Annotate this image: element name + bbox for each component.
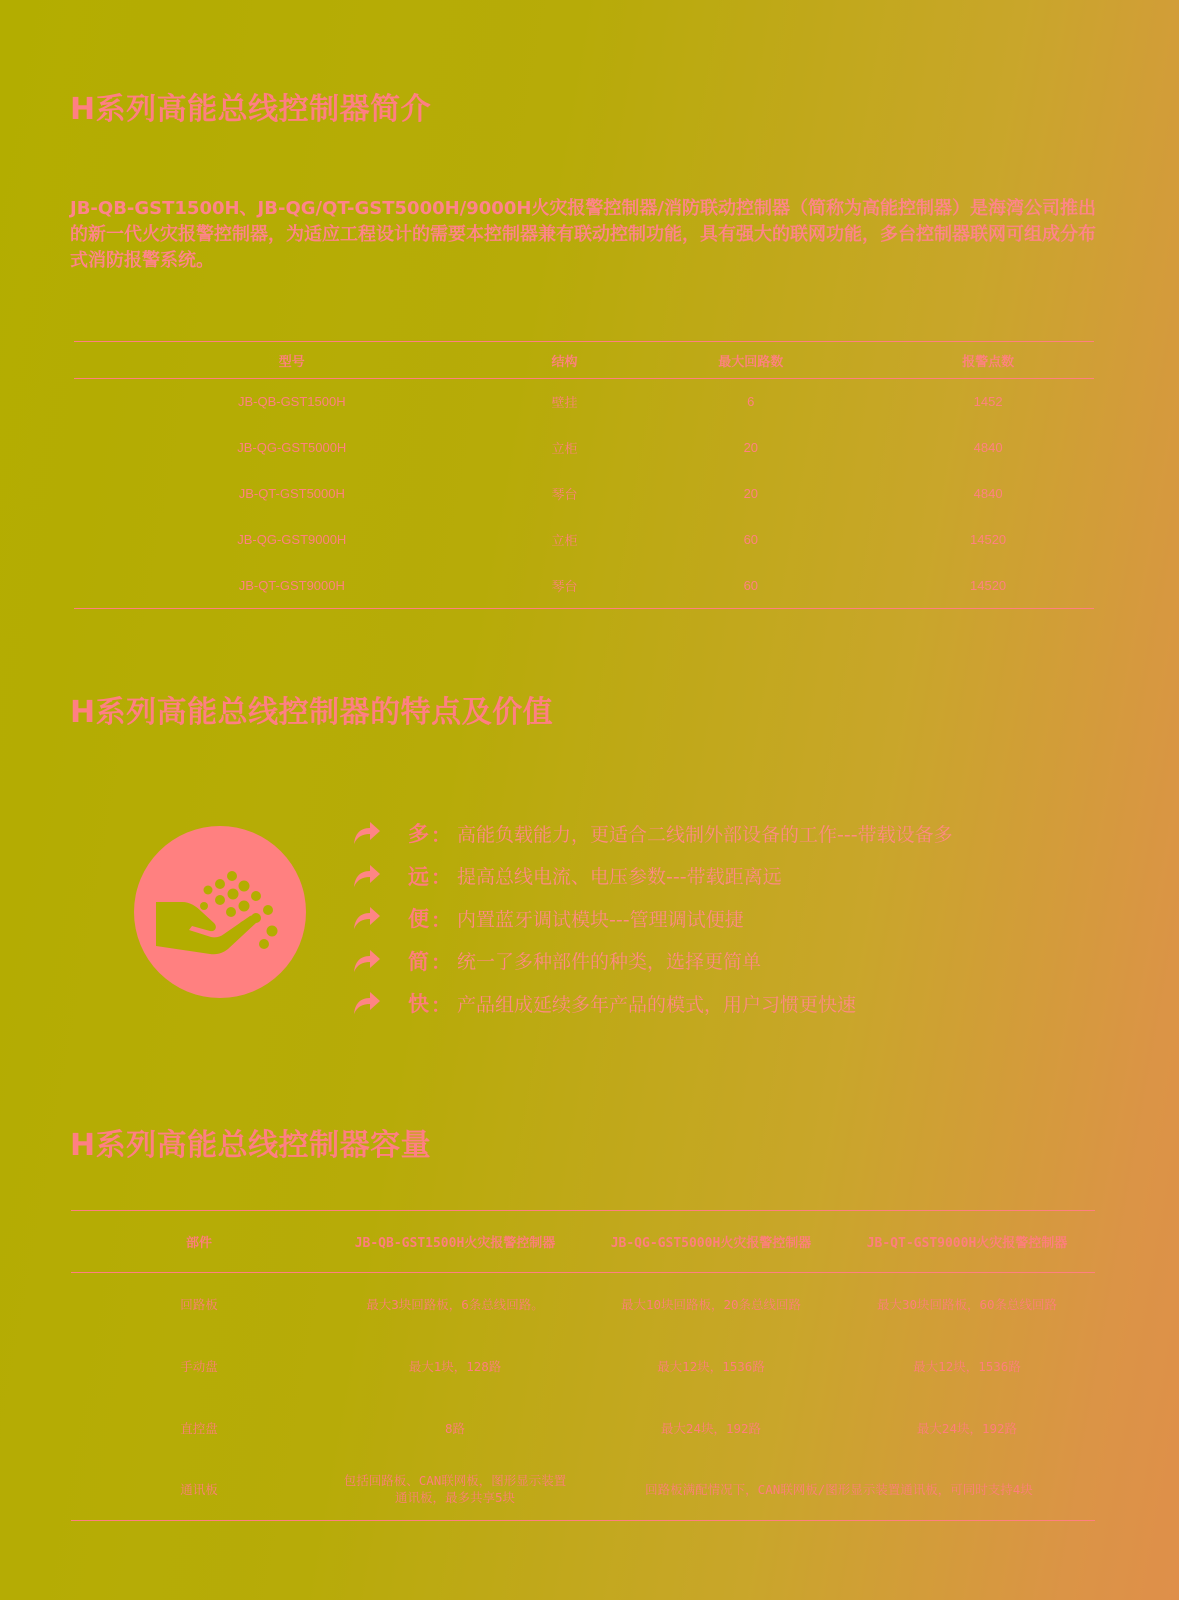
- cell-gst5000h: 最大10块回路板，20条总线回路: [620, 1296, 802, 1312]
- feature-desc: 统一了多种部件的种类，选择更简单: [457, 951, 762, 974]
- feature-key: 多: [408, 822, 429, 847]
- feature-colon: ：: [431, 865, 451, 890]
- cell-model: JB-QT-GST5000H: [238, 486, 345, 501]
- share-arrow-icon: [352, 903, 408, 933]
- cell-max-loops: 20: [743, 486, 759, 501]
- col-header-gst9000h: JB-QT-GST9000H火灾报警控制器: [866, 1236, 1068, 1251]
- cell-structure: 琴台: [551, 487, 578, 502]
- cell-model: JB-QG-GST5000H: [237, 440, 347, 455]
- cell-gst5000h: 最大24块，192路: [660, 1420, 762, 1436]
- col-header-alarm-points: 报警点数: [962, 353, 1015, 369]
- col-header-structure: 结构: [551, 353, 578, 369]
- col-header-gst1500h: JB-QB-GST1500H火灾报警控制器: [354, 1236, 556, 1251]
- list-item: [352, 897, 953, 940]
- section-title-features: H系列高能总线控制器的特点及价值: [70, 695, 554, 730]
- col-header-gst5000h: JB-QG-GST5000H火灾报警控制器: [610, 1236, 812, 1251]
- cell-alarm-points: 4840: [973, 486, 1003, 501]
- section-title-intro: H系列高能总线控制器简介: [70, 92, 432, 127]
- cell-gst1500h: 最大3块回路板，6条总线回路。: [366, 1296, 544, 1312]
- cell-alarm-points: 1452: [973, 394, 1003, 410]
- cell-gst5000h-9000h: 回路板满配情况下，CAN联网板/图形显示装置通讯板，可同时支持4块: [645, 1482, 1033, 1498]
- cell-gst5000h: 最大12块，1536路: [657, 1358, 765, 1374]
- cell-part: 直控盘: [180, 1420, 218, 1436]
- feature-key: 简: [408, 949, 429, 974]
- table-row: [74, 425, 1094, 471]
- feature-desc: 高能负载能力，更适合二线制外部设备的工作---带载设备多: [457, 823, 953, 846]
- cell-structure: 琴台: [551, 578, 578, 594]
- cell-part: 回路板: [180, 1296, 218, 1312]
- feature-desc: 内置蓝牙调试模块---管理调试便捷: [457, 908, 744, 931]
- share-arrow-icon: [352, 861, 408, 891]
- cell-structure: 立柜: [551, 533, 578, 548]
- feature-desc: 提高总线电流、电压参数---带载距离远: [457, 866, 782, 889]
- cell-structure: 立柜: [551, 441, 578, 456]
- cell-gst1500h: 8路: [444, 1420, 466, 1436]
- col-header-max-loops: 最大回路数: [718, 353, 784, 369]
- hand-particles-icon: [134, 826, 306, 998]
- table-row: [71, 1397, 1095, 1459]
- cell-max-loops: 60: [743, 532, 759, 547]
- cell-max-loops: 6: [747, 394, 755, 410]
- feature-key: 快: [408, 992, 429, 1017]
- list-item: [352, 982, 953, 1025]
- capacity-table: [71, 1210, 1095, 1521]
- cell-part: 手动盘: [180, 1358, 218, 1374]
- cell-max-loops: 60: [743, 577, 759, 593]
- feature-colon: ：: [431, 950, 451, 975]
- cell-model: JB-QB-GST1500H: [237, 394, 346, 410]
- share-arrow-icon: [352, 818, 408, 848]
- model-table: [74, 341, 1094, 609]
- table-header-row: [74, 342, 1094, 379]
- table-row: [71, 1459, 1095, 1521]
- table-row: [71, 1273, 1095, 1335]
- col-header-model: 型号: [278, 353, 305, 369]
- feature-colon: ：: [431, 822, 451, 847]
- table-header-row: [71, 1211, 1095, 1273]
- cell-alarm-points: 14520: [970, 532, 1007, 547]
- section-title-capacity: H系列高能总线控制器容量: [70, 1128, 432, 1163]
- feature-list: [352, 812, 953, 1025]
- share-arrow-icon: [352, 946, 408, 976]
- cell-model: JB-QG-GST9000H: [237, 532, 347, 547]
- list-item: [352, 812, 953, 855]
- table-row: [74, 379, 1094, 425]
- cell-gst9000h: 最大12块，1536路: [913, 1358, 1021, 1374]
- share-arrow-icon: [352, 988, 408, 1018]
- list-item: [352, 855, 953, 898]
- table-row: [71, 1335, 1095, 1397]
- table-row: [74, 471, 1094, 517]
- cell-gst1500h: 最大1块，128路: [408, 1358, 502, 1374]
- table-row: [74, 517, 1094, 563]
- feature-colon: ：: [431, 992, 451, 1017]
- cell-alarm-points: 4840: [973, 440, 1003, 455]
- feature-desc: 产品组成延续多年产品的模式，用户习惯更快速: [457, 993, 857, 1016]
- feature-key: 便: [408, 907, 429, 932]
- table-row: [74, 563, 1094, 609]
- cell-gst9000h: 最大30块回路板，60条总线回路: [876, 1296, 1058, 1312]
- cell-part: 通讯板: [180, 1482, 218, 1498]
- cell-gst1500h: 包括回路板、CAN联网板，图形显示装置通讯板，最多共享5块: [343, 1473, 567, 1506]
- cell-alarm-points: 14520: [970, 577, 1007, 593]
- feature-key: 远: [408, 864, 429, 889]
- cell-model: JB-QT-GST9000H: [238, 577, 345, 593]
- col-header-part: 部件: [185, 1236, 212, 1251]
- cell-gst9000h: 最大24块，192路: [916, 1420, 1018, 1436]
- cell-structure: 壁挂: [551, 395, 578, 411]
- list-item: [352, 940, 953, 983]
- intro-paragraph: JB-QB-GST1500H、JB-QG/QT-GST5000H/9000H火灾报警控制器/消防联动控制器（简称为高能控制器）是海湾公司推出的新一代火灾报警控制器，为适应工程设计的需要本控制器兼有联动控制功能，具有强大的联网功能，多台控制器联网可组成分布式消防报警系统。: [70, 198, 1096, 271]
- cell-max-loops: 20: [743, 440, 759, 455]
- feature-colon: ：: [431, 907, 451, 932]
